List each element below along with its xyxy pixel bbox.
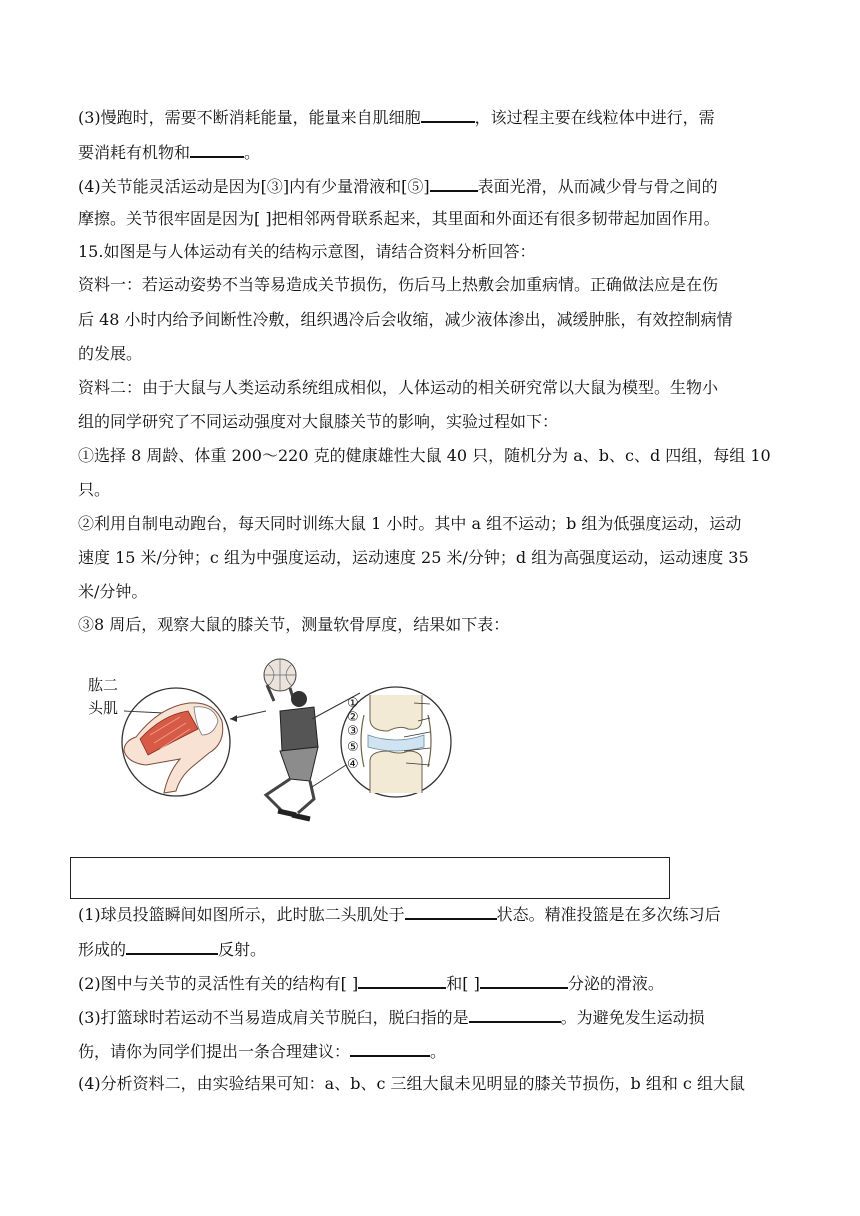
player-head — [291, 691, 307, 707]
joint-label-4: ④ — [347, 757, 359, 772]
answer-blank[interactable] — [190, 140, 244, 158]
biceps-label-1: 肱二 — [88, 676, 119, 694]
answer-blank[interactable] — [126, 937, 218, 955]
step-3-line: ③8 周后，观察大鼠的膝关节，测量软骨厚度，结果如下表： — [78, 615, 510, 634]
part-4-line: (4)分析资料二，由实验结果可知：a、b、c 三组大鼠未见明显的膝关节损伤，b 组和 c 组大鼠 — [78, 1074, 745, 1093]
part-1-line1: (1)球员投篮瞬间如图所示，此时肱二头肌处于 状态。精准投篮是在多次练习后 — [78, 902, 721, 926]
step-2-line2: 速度 15 米/分钟；c 组为中强度运动，运动速度 25 米/分钟；d 组为高强度运动，运动速度 35 — [78, 548, 749, 567]
material-2-line1: 资料二：由于大鼠与人类运动系统组成相似，人体运动的相关研究常以大鼠为模型。生物小 — [78, 378, 719, 397]
part-1-line2: 形成的 反射。 — [78, 937, 266, 961]
results-table-placeholder — [70, 857, 670, 899]
player-shorts — [280, 747, 318, 781]
q4-line1: (4)关节能灵活运动是因为[③]内有少量滑液和[⑤] 表面光滑，从而减少骨与骨之间的 — [78, 174, 718, 198]
joint-label-1: ① — [347, 696, 359, 711]
part-2-line: (2)图中与关节的灵活性有关的结构有[ ] 和[ ] 分泌的滑液。 — [78, 971, 664, 995]
answer-blank[interactable] — [480, 971, 568, 989]
part-3-line2: 伤，请你为同学们提出一条合理建议： 。 — [78, 1039, 446, 1063]
material-1-line3: 的发展。 — [78, 344, 143, 363]
step-2-line3: 米/分钟。 — [78, 582, 148, 601]
joint-label-2: ② — [347, 710, 359, 725]
joint-label-5: ⑤ — [347, 740, 359, 755]
material-2-line2: 组的同学研究了不同运动强度对大鼠膝关节的影响，实验过程如下： — [78, 412, 559, 431]
answer-blank[interactable] — [421, 105, 475, 123]
joint-label-3: ③ — [347, 724, 359, 739]
step-2-line1: ②利用自制电动跑台，每天同时训练大鼠 1 小时。其中 a 组不运动；b 组为低强度运动，运动 — [78, 514, 742, 533]
step-1-line1: ①选择 8 周龄、体重 200～220 克的健康雄性大鼠 40 只，随机分为 a、b、c、d 四组，每组 10 — [78, 446, 771, 465]
figure-drawing — [84, 655, 474, 835]
player-jersey — [280, 707, 318, 751]
answer-blank[interactable] — [430, 174, 478, 192]
answer-blank[interactable] — [405, 902, 497, 920]
lower-bone — [370, 751, 422, 793]
answer-blank[interactable] — [358, 971, 446, 989]
upper-bone — [370, 695, 422, 731]
question-15-intro: 15.如图是与人体运动有关的结构示意图，请结合资料分析回答： — [78, 242, 536, 261]
material-1-line2: 后 48 小时内给予间断性冷敷，组织遇冷后会收缩，减少液体渗出，减缓肿胀，有效控制病情 — [78, 310, 733, 329]
part-3-line1: (3)打篮球时若运动不当易造成肩关节脱臼，脱臼指的是 。为避免发生运动损 — [78, 1005, 705, 1029]
answer-blank[interactable] — [350, 1039, 430, 1057]
motion-structure-figure — [84, 655, 474, 835]
q3-line1: (3)慢跑时，需要不断消耗能量，能量来自肌细胞 ，该过程主要在线粒体中进行，需 — [78, 105, 715, 129]
answer-blank[interactable] — [469, 1005, 561, 1023]
biceps-label-2: 头肌 — [88, 699, 119, 717]
step-1-line2: 只。 — [78, 480, 111, 499]
q3-line2: 要消耗有机物和 。 — [78, 140, 260, 164]
material-1-line1: 资料一：若运动姿势不当等易造成关节损伤，伤后马上热敷会加重病情。正确做法应是在伤 — [78, 275, 719, 294]
q4-line2: 摩擦。关节很牢固是因为[ ]把相邻两骨联系起来，其里面和外面还有很多韧带起加固作用。 — [78, 209, 720, 228]
